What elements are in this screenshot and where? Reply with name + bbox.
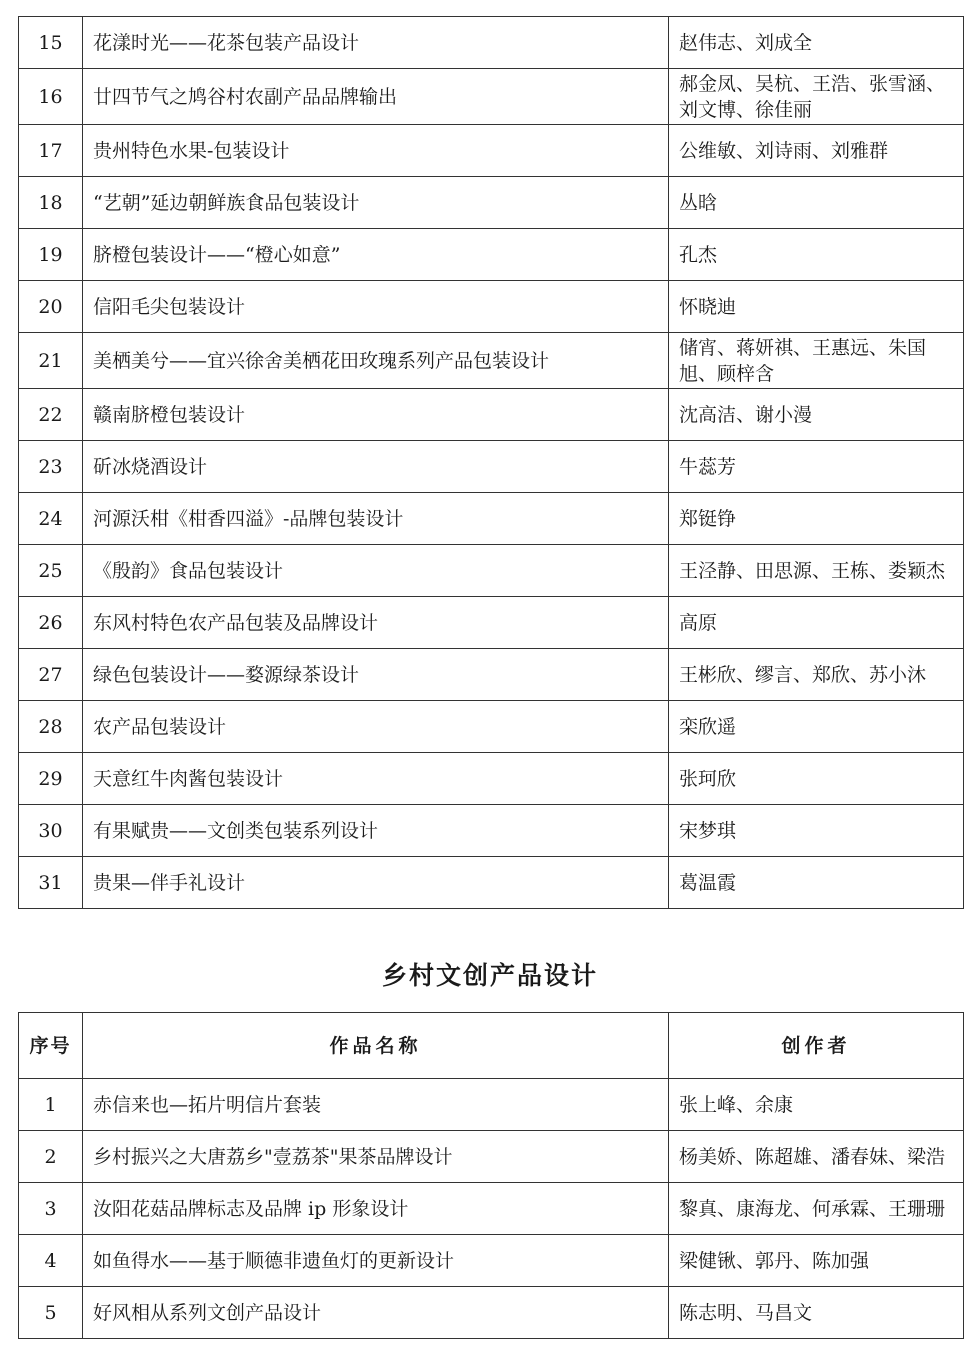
row-number: 16	[19, 69, 83, 125]
work-title: 廿四节气之鸠谷村农副产品品牌输出	[83, 69, 669, 125]
work-title: 农产品包装设计	[83, 701, 669, 753]
table-row	[19, 1235, 964, 1287]
table-row	[19, 805, 964, 857]
table-row	[19, 493, 964, 545]
row-number: 25	[19, 545, 83, 597]
work-title: 东风村特色农产品包装及品牌设计	[83, 597, 669, 649]
header-number: 序号	[19, 1013, 83, 1079]
row-number: 21	[19, 333, 83, 389]
table-header-row	[19, 1013, 964, 1079]
work-authors: 沈高洁、谢小漫	[669, 389, 964, 441]
row-number: 22	[19, 389, 83, 441]
work-title: 斫冰烧酒设计	[83, 441, 669, 493]
work-authors: 栾欣遥	[669, 701, 964, 753]
work-title: 贵果—伴手礼设计	[83, 857, 669, 909]
works-table-rural-cultural	[18, 1012, 964, 1339]
work-title: 花漾时光——花茶包装产品设计	[83, 17, 669, 69]
row-number: 29	[19, 753, 83, 805]
section-title: 乡村文创产品设计	[381, 961, 598, 990]
work-title: 乡村振兴之大唐荔乡"壹荔茶"果茶品牌设计	[83, 1131, 669, 1183]
table-row	[19, 69, 964, 125]
row-number: 23	[19, 441, 83, 493]
work-title: 脐橙包装设计——“橙心如意”	[83, 229, 669, 281]
work-authors: 高原	[669, 597, 964, 649]
work-title: 汝阳花菇品牌标志及品牌 ip 形象设计	[83, 1183, 669, 1235]
table-row	[19, 125, 964, 177]
table-row	[19, 1079, 964, 1131]
work-authors: 陈志明、马昌文	[669, 1287, 964, 1339]
row-number: 19	[19, 229, 83, 281]
work-authors: 赵伟志、刘成全	[669, 17, 964, 69]
work-title: 河源沃柑《柑香四溢》-品牌包装设计	[83, 493, 669, 545]
table-row	[19, 545, 964, 597]
work-title: 如鱼得水——基于顺德非遗鱼灯的更新设计	[83, 1235, 669, 1287]
table-row	[19, 649, 964, 701]
work-authors: 杨美娇、陈超雄、潘春妹、梁浩	[669, 1131, 964, 1183]
work-title: 美栖美兮——宜兴徐舍美栖花田玫瑰系列产品包装设计	[83, 333, 669, 389]
work-authors: 怀晓迪	[669, 281, 964, 333]
work-authors: 张珂欣	[669, 753, 964, 805]
row-number: 28	[19, 701, 83, 753]
table-row	[19, 281, 964, 333]
header-authors: 创作者	[669, 1013, 964, 1079]
row-number: 31	[19, 857, 83, 909]
row-number: 4	[19, 1235, 83, 1287]
work-title: 绿色包装设计——婺源绿茶设计	[83, 649, 669, 701]
row-number: 26	[19, 597, 83, 649]
work-authors: 王泾静、田思源、王栋、娄颖杰	[669, 545, 964, 597]
table-row	[19, 753, 964, 805]
row-number: 5	[19, 1287, 83, 1339]
table-row	[19, 441, 964, 493]
table-row	[19, 1183, 964, 1235]
row-number: 20	[19, 281, 83, 333]
work-title: 好风相从系列文创产品设计	[83, 1287, 669, 1339]
row-number: 2	[19, 1131, 83, 1183]
table-row	[19, 597, 964, 649]
work-title: 赣南脐橙包装设计	[83, 389, 669, 441]
row-number: 17	[19, 125, 83, 177]
work-title: 信阳毛尖包装设计	[83, 281, 669, 333]
table-row	[19, 177, 964, 229]
work-authors: 王彬欣、缪言、郑欣、苏小沐	[669, 649, 964, 701]
work-title: 《殷韵》食品包装设计	[83, 545, 669, 597]
work-title: 贵州特色水果-包装设计	[83, 125, 669, 177]
work-title: 有果赋贵——文创类包装系列设计	[83, 805, 669, 857]
work-authors: 黎真、康海龙、何承霖、王珊珊	[669, 1183, 964, 1235]
row-number: 27	[19, 649, 83, 701]
row-number: 15	[19, 17, 83, 69]
work-authors: 孔杰	[669, 229, 964, 281]
work-authors: 宋梦琪	[669, 805, 964, 857]
table-row	[19, 389, 964, 441]
work-title: 天意红牛肉酱包装设计	[83, 753, 669, 805]
table-row	[19, 229, 964, 281]
table-row	[19, 17, 964, 69]
table-row	[19, 1287, 964, 1339]
row-number: 30	[19, 805, 83, 857]
table-row	[19, 1131, 964, 1183]
table-row	[19, 857, 964, 909]
work-title: “艺朝”延边朝鲜族食品包装设计	[83, 177, 669, 229]
row-number: 24	[19, 493, 83, 545]
work-authors: 公维敏、刘诗雨、刘雅群	[669, 125, 964, 177]
work-authors: 储宵、蒋妍祺、王惠远、朱国旭、顾梓含	[669, 333, 964, 389]
table-row	[19, 701, 964, 753]
table-row	[19, 333, 964, 389]
work-authors: 郑铤铮	[669, 493, 964, 545]
row-number: 3	[19, 1183, 83, 1235]
works-table-top	[18, 16, 964, 909]
work-authors: 梁健锹、郭丹、陈加强	[669, 1235, 964, 1287]
work-authors: 郝金凤、吴杭、王浩、张雪涵、刘文博、徐佳丽	[669, 69, 964, 125]
work-authors: 丛晗	[669, 177, 964, 229]
row-number: 18	[19, 177, 83, 229]
work-authors: 葛温霞	[669, 857, 964, 909]
header-work-name: 作品名称	[83, 1013, 669, 1079]
work-authors: 张上峰、余康	[669, 1079, 964, 1131]
work-authors: 牛蕊芳	[669, 441, 964, 493]
work-title: 赤信来也—拓片明信片套装	[83, 1079, 669, 1131]
row-number: 1	[19, 1079, 83, 1131]
